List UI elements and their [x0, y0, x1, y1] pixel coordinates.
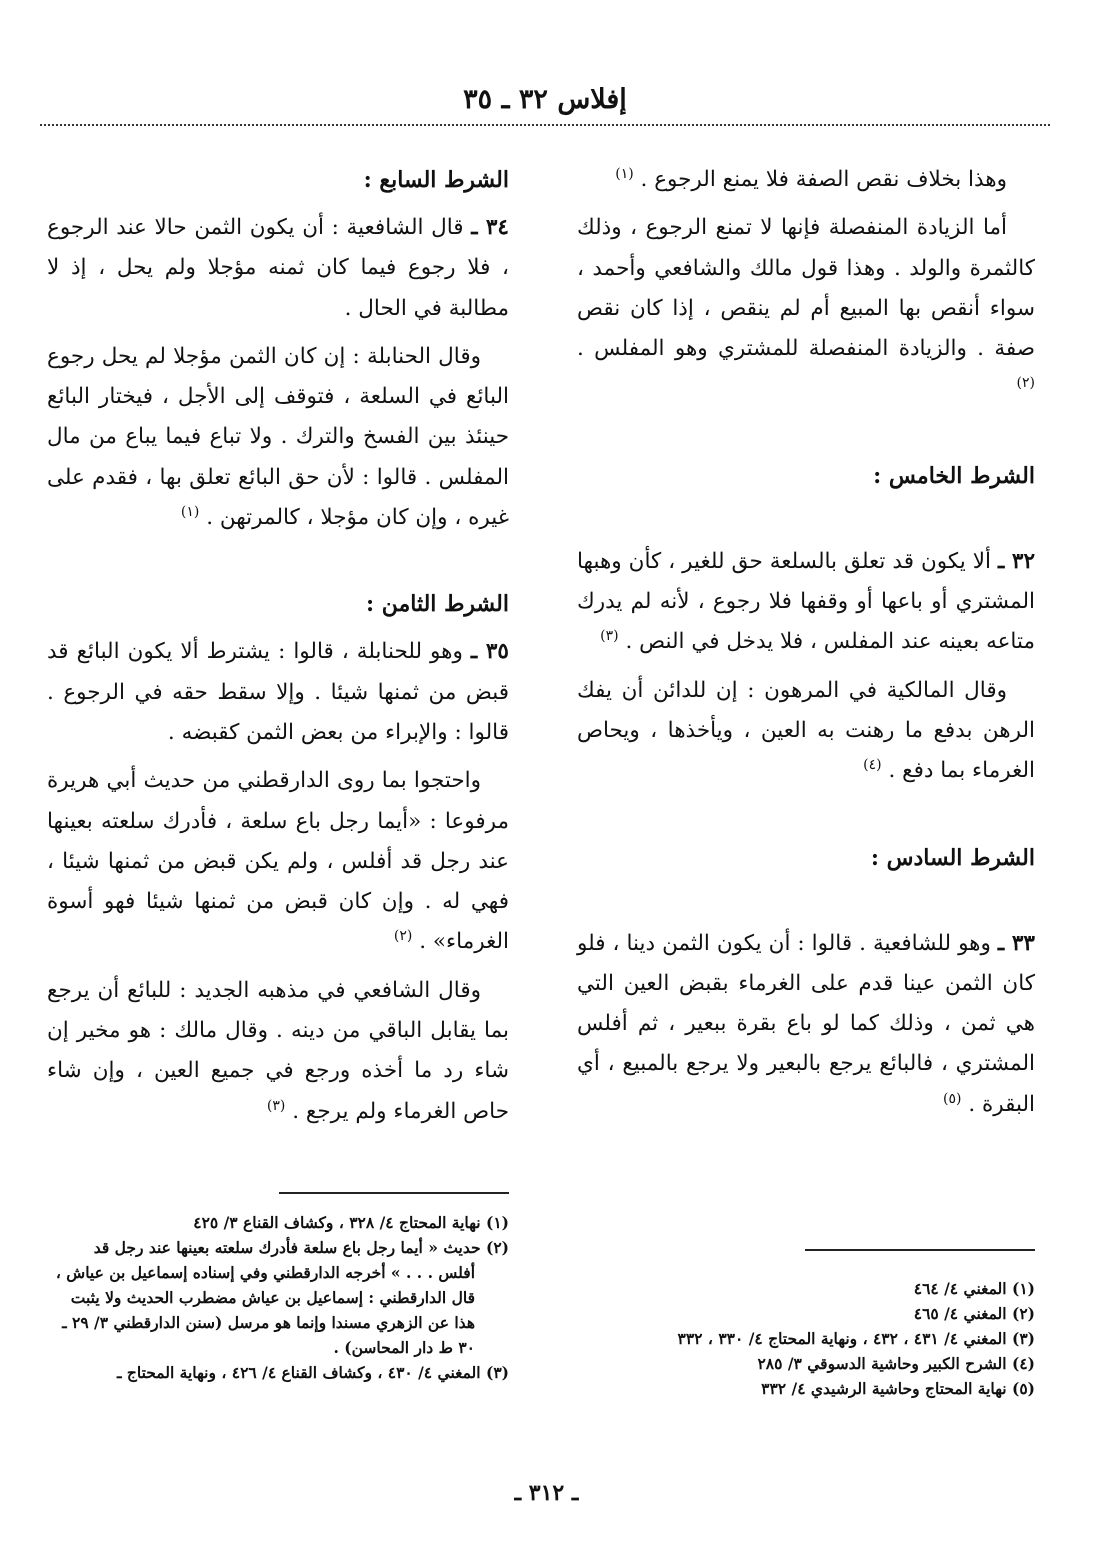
footnote: (١) نهاية المحتاج ٤/ ٣٢٨ ، وكشاف القناع ٣/ ٤٢٥ — [193, 1213, 509, 1232]
footnote-continuation: هذا عن الزهري مسندا وإنما هو مرسل (سنن الدارقطني ٣/ ٢٩ ـ — [62, 1313, 475, 1332]
footnote-continuation: ٣٠ ط دار المحاسن) . — [333, 1338, 475, 1357]
paragraph-33: ٣٣ ـ وهو للشافعية . قالوا : أن يكون الثمن دينا ، فلو كان الثمن عينا قدم على الغرماء بقبض العين التي هي ثمن ، وذلك كما لو باع بقرة ببعير ، ثم أفلس المشتري ، فالبائع يرجع بالبعير ولا يرجع بالمبيع ، أي البقرة . $^{(٥)}$ — [577, 930, 1035, 1117]
page-number: ـ ٣١٢ ـ — [514, 1480, 579, 1506]
footnote-rule-left — [279, 1192, 509, 1194]
paragraph-malikiyya-mortgage: وقال المالكية في المرهون : إن للدائن أن يفك الرهن بدفع ما رهنت به العين ، ويأخذها ، ويحاص الغرماء بما دفع . $^{(٤)}$ — [577, 677, 1035, 784]
paragraph-separate-increase: أما الزيادة المنفصلة فإنها لا تمنع الرجوع ، وذلك كالثمرة والولد . وهذا قول مالك والشافعي وأحمد ، سواء أنقص بها المبيع أم لم ينقص ، إذا كان نقص صفة . والزيادة المنفصلة للمشتري وهو المفلس . $^{(٢)}$ — [577, 215, 1035, 392]
heading-condition-6: الشرط السادس : — [870, 844, 1035, 871]
paragraph-34: ٣٤ ـ قال الشافعية : أن يكون الثمن حالا عند الرجوع ، فلا رجوع فيما كان ثمنه مؤجلا ولم يحل ، إذ لا مطالبة في الحال . — [47, 215, 509, 321]
paragraph-feature-reduction: وهذا بخلاف نقص الصفة فلا يمنع الرجوع . $^{(١)}$ — [615, 165, 1007, 192]
footnote: (١) المغني ٤/ ٤٦٤ — [913, 1279, 1035, 1298]
paragraph-hanabila-deferred: وقال الحنابلة : إن كان الثمن مؤجلا لم يحل رجوع البائع في السلعة ، فتوقف إلى الأجل ، فيختار البائع حينئذ بين الفسخ والترك . ولا تباع فيما يباع من مال المفلس . قالوا : لأن حق البائع تعلق بها ، فقدم على غيره ، وإن كان مؤجلا ، كالمرتهن . $^{(١)}$ — [47, 343, 509, 531]
paragraph-daraqutni-hadith: واحتجوا بما روى الدارقطني من حديث أبي هريرة مرفوعا : «أيما رجل باع سلعة ، فأدرك سلعته بعينها عند رجل قد أفلس ، ولم يكن قبض من ثمنها شيئا ، فهي له . وإن كان قبض من ثمنها شيئا فهو أسوة الغرماء» . $^{(٢)}$ — [47, 768, 509, 955]
left-column — [47, 160, 509, 1140]
paragraph-35: ٣٥ ـ وهو للحنابلة ، قالوا : يشترط ألا يكون البائع قد قبض من ثمنها شيئا . وإلا سقط حقه في الرجوع . قالوا : والإبراء من بعض الثمن كقبضه . — [47, 639, 509, 745]
paragraph-shafii-new-school: وقال الشافعي في مذهبه الجديد : للبائع أن يرجع بما يقابل الباقي من دينه . وقال مالك : هو مخير إن شاء رد ما أخذه ورجع في جميع العين ، وإن شاء حاص الغرماء ولم يرجع . $^{(٣)}$ — [47, 977, 509, 1124]
footnote: (٢) حديث « أيما رجل باع سلعة فأدرك سلعته بعينها عند رجل قد — [93, 1238, 509, 1257]
heading-condition-7: الشرط السابع : — [363, 167, 509, 193]
page-title: إفلاس ٣٢ ـ ٣٥ — [463, 84, 627, 115]
right-column — [577, 160, 1035, 1133]
footnote-rule-right — [805, 1249, 1035, 1251]
footnote: (٣) المغني ٤/ ٤٣٠ ، وكشاف القناع ٤/ ٤٢٦ ، ونهاية المحتاج ـ — [116, 1363, 509, 1382]
footnotes-left — [44, 1210, 509, 1385]
footnote: (٣) المغني ٤/ ٤٣١ ، ٤٣٢ ، ونهاية المحتاج ٤/ ٣٣٠ ، ٣٣٢ — [677, 1329, 1035, 1348]
page-header — [40, 80, 1050, 120]
heading-condition-5: الشرط الخامس : — [873, 462, 1035, 489]
header-dotted-rule — [40, 124, 1050, 126]
footnote-continuation: أفلس . . . » أخرجه الدارقطني وفي إسناده إسماعيل بن عياش ، — [55, 1263, 475, 1282]
footnote: (٥) نهاية المحتاج وحاشية الرشيدي ٤/ ٣٣٢ — [761, 1379, 1035, 1398]
footnote-continuation: قال الدارقطني : إسماعيل بن عياش مضطرب الحديث ولا يثبت — [70, 1288, 475, 1307]
footnote: (٤) الشرح الكبير وحاشية الدسوقي ٣/ ٢٨٥ — [757, 1354, 1035, 1373]
paragraph-32: ٣٢ ـ ألا يكون قد تعلق بالسلعة حق للغير ، كأن وهبها المشتري أو باعها أو وقفها فلا رجوع ، لأنه لم يدرك متاعه بعينه عند المفلس ، فلا يدخل في النص . $^{(٣)}$ — [577, 548, 1035, 655]
footnote: (٢) المغني ٤/ ٤٦٥ — [913, 1304, 1035, 1323]
heading-condition-8: الشرط الثامن : — [365, 591, 509, 618]
footnotes-right — [575, 1276, 1035, 1401]
